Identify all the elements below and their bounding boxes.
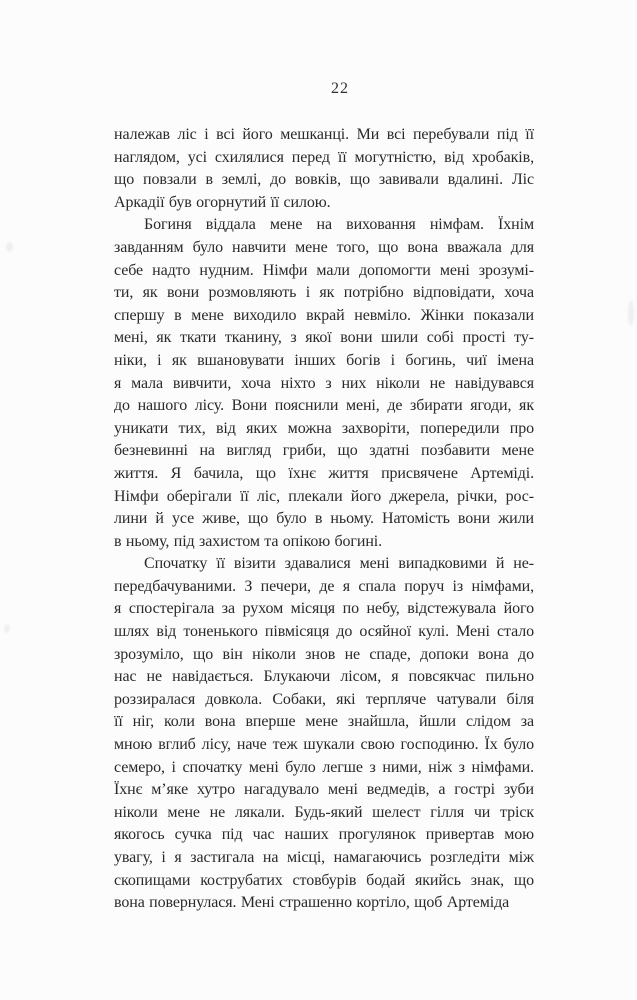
text-line: Німфи оберігали її ліс, плекали його джерела, річки, рос- <box>114 487 534 505</box>
text-line: я спостерігала за рухом місяця по небу, відстежувала його <box>114 600 534 618</box>
text-line: шлях від тоненького півмісяця до осяйної кулі. Мені стало <box>114 623 534 641</box>
text-line: мені, як ткати тканину, з якої вони шили собі прості ту- <box>114 329 534 347</box>
text-line: наглядом, усі схилялися перед її могутністю, від хробаків, <box>114 148 534 166</box>
scan-noise-speck <box>6 242 13 252</box>
text-line: Богиня віддала мене на виховання німфам. Їхнім <box>144 216 534 234</box>
text-line: скопищами кострубатих стовбурів бодай якийсь знак, що <box>114 871 534 889</box>
text-line: вона повернулася. Мені страшенно кортіло, щоб Артеміда <box>114 894 510 912</box>
text-line: в ньому, під захистом та опікою богині. <box>114 532 383 550</box>
paragraph <box>114 214 534 553</box>
page-number: 22 <box>331 80 349 97</box>
text-line: нас не навідається. Блукаючи лісом, я повсякчас пильно <box>114 668 534 686</box>
text-line: ніки, і як вшановувати інших богів і богинь, чиї імена <box>114 351 534 369</box>
text-line: Їхнє м’яке хутро нагадувало мені ведмедів, а гострі зуби <box>114 781 534 799</box>
text-line: себе надто нудним. Німфи мали допомогти мені зрозумі- <box>114 261 534 279</box>
text-line: що повзали в землі, до вовків, що завивали вдалині. Ліс <box>114 171 534 189</box>
text-line: лини й усе живе, що було в ньому. Натомість вони жили <box>114 510 534 528</box>
text-line: семеро, і спочатку мені було легше з ними, ніж з німфами. <box>114 758 534 776</box>
text-line: належав ліс і всі його мешканці. Ми всі перебували під її <box>114 126 534 143</box>
text-line: ніколи мене не лякали. Будь-який шелест гілля чи тріск <box>114 803 534 821</box>
scan-noise-speck <box>4 624 10 633</box>
text-line: безневинні на вигляд гриби, що здатні позбавити мене <box>114 442 534 460</box>
text-line: до нашого лісу. Вони пояснили мені, де збирати ягоди, як <box>114 397 534 415</box>
text-line: передбачуваними. З печери, де я спала поруч із німфами, <box>114 577 534 595</box>
text-line: завданням було навчити мене того, що вона вважала для <box>114 238 534 256</box>
text-block <box>114 124 534 915</box>
paragraph <box>114 553 534 915</box>
text-line: увагу, і я застигала на місці, намагаючись розгледіти між <box>114 849 534 866</box>
paragraph <box>114 124 534 214</box>
text-line: зрозуміло, що він ніколи знов не спаде, допоки вона до <box>114 645 534 663</box>
text-line: життя. Я бачила, що їхнє життя присвячене Артеміді. <box>114 464 534 482</box>
text-line: мною вглиб лісу, наче теж шукали свою господиню. Їх було <box>114 736 534 754</box>
text-line: Аркадії був огорнутий її силою. <box>114 193 331 211</box>
scan-noise-speck <box>628 300 634 326</box>
text-line: її ніг, коли вона вперше мене знайшла, йшли слідом за <box>114 713 534 731</box>
text-line: роззиралася довкола. Собаки, які терпляче чатували біля <box>114 690 534 708</box>
text-line: Спочатку її візити здавалися мені випадковими й не- <box>144 555 534 573</box>
text-line: якогось сучка під час наших прогулянок привертав мою <box>114 826 534 844</box>
text-line: уникати тих, від яких можна захворіти, попередили про <box>114 419 534 437</box>
text-line: я мала вивчити, хоча ніхто з них ніколи не навідувався <box>114 374 534 392</box>
text-line: ти, як вони розмовляють і як потрібно відповідати, хоча <box>114 284 534 302</box>
text-line: спершу в мене виходило вкрай невміло. Жінки показали <box>114 306 534 324</box>
